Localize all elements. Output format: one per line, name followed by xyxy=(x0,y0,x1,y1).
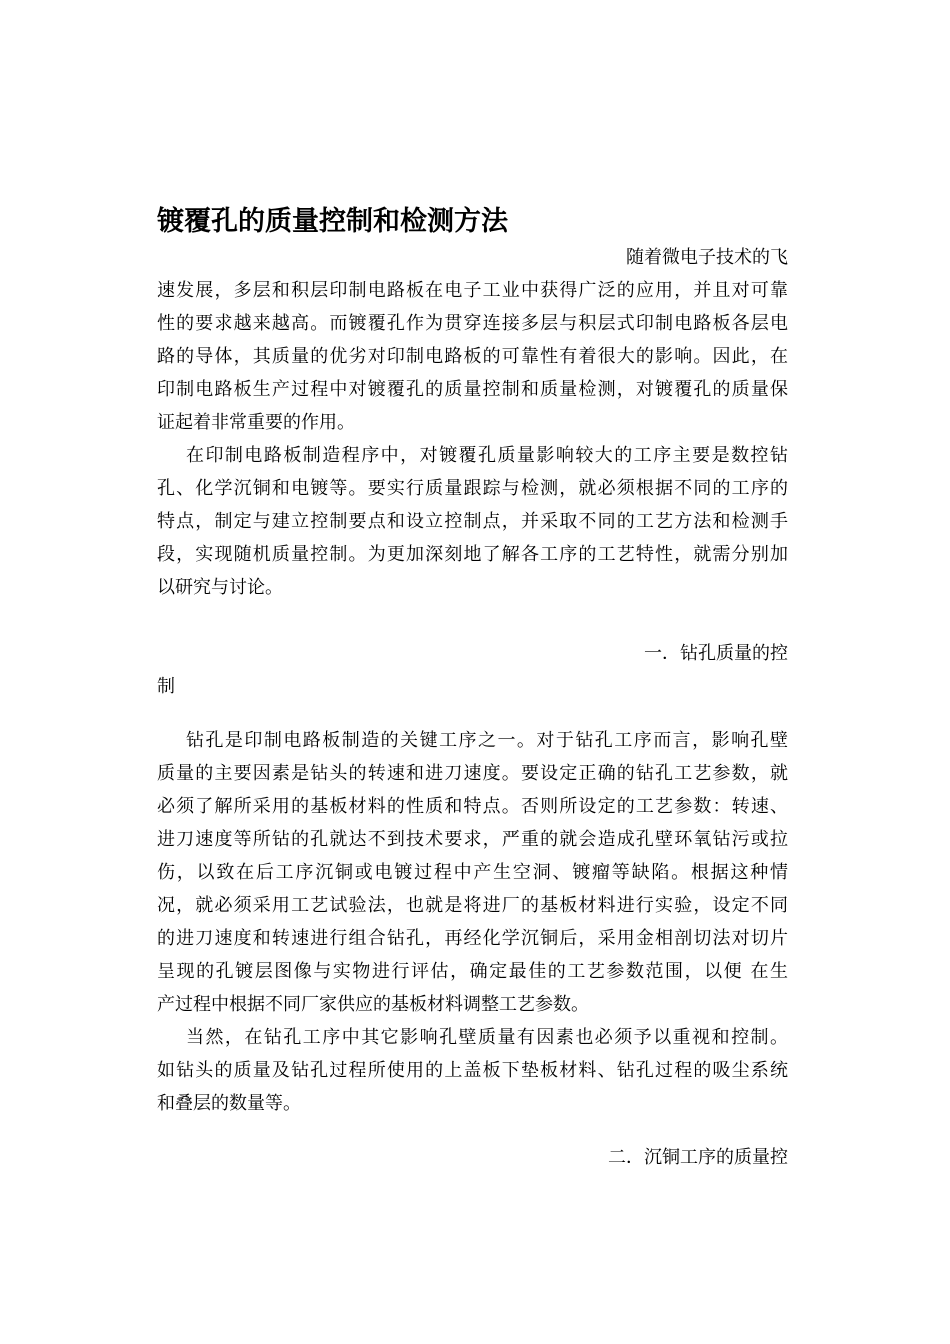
intro-line: 路的导体，其质量的优劣对印制电路板的可靠性有着很大的影响。因此，在 xyxy=(157,346,788,367)
paragraph-line: 当然，在钻孔工序中其它影响孔壁质量有因素也必须予以重视和控制。 xyxy=(186,1027,788,1048)
section-heading: 一．钻孔质量的控 xyxy=(644,643,788,664)
intro-line: 证起着非常重要的作用。 xyxy=(157,412,355,433)
paragraph-line: 伤，以致在后工序沉铜或电镀过程中产生空洞、镀瘤等缺陷。根据这种情 xyxy=(157,862,788,883)
paragraph-line: 质量的主要因素是钻头的转速和进刀速度。要设定正确的钻孔工艺参数，就 xyxy=(157,763,788,784)
paragraph-line: 如钻头的质量及钻孔过程所使用的上盖板下垫板材料、钻孔过程的吸尘系统 xyxy=(157,1060,788,1081)
paragraph-line: 段，实现随机质量控制。为更加深刻地了解各工序的工艺特性，就需分别加 xyxy=(157,544,788,565)
paragraph-line: 在印制电路板制造程序中，对镀覆孔质量影响较大的工序主要是数控钻 xyxy=(186,445,788,466)
paragraph-line: 呈现的孔镀层图像与实物进行评估，确定最佳的工艺参数范围，以便 在生 xyxy=(157,961,788,982)
intro-line: 印制电路板生产过程中对镀覆孔的质量控制和质量检测，对镀覆孔的质量保 xyxy=(157,379,788,400)
paragraph-line: 况，就必须采用工艺试验法，也就是将进厂的基板材料进行实验，设定不同 xyxy=(157,895,788,916)
document-title: 镀覆孔的质量控制和检测方法 xyxy=(157,206,508,237)
section-heading: 制 xyxy=(157,676,175,697)
section-heading: 二．沉铜工序的质量控 xyxy=(608,1147,788,1168)
paragraph-line: 的进刀速度和转速进行组合钻孔，再经化学沉铜后，采用金相剖切法对切片 xyxy=(157,928,788,949)
paragraph-line: 和叠层的数量等。 xyxy=(157,1093,301,1114)
paragraph-line: 钻孔是印制电路板制造的关键工序之一。对于钻孔工序而言，影响孔壁 xyxy=(186,730,788,751)
intro-line: 速发展，多层和积层印制电路板在电子工业中获得广泛的应用，并且对可靠 xyxy=(157,280,788,301)
paragraph-line: 必须了解所采用的基板材料的性质和特点。否则所设定的工艺参数：转速、 xyxy=(157,796,788,817)
paragraph-line: 进刀速度等所钻的孔就达不到技术要求，严重的就会造成孔壁环氧钻污或拉 xyxy=(157,829,788,850)
paragraph-line: 特点，制定与建立控制要点和设立控制点，并采取不同的工艺方法和检测手 xyxy=(157,511,788,532)
paragraph-line: 以研究与讨论。 xyxy=(157,577,283,598)
paragraph-line: 产过程中根据不同厂家供应的基板材料调整工艺参数。 xyxy=(157,994,589,1015)
intro-line: 随着微电子技术的飞 xyxy=(626,247,788,268)
intro-line: 性的要求越来越高。而镀覆孔作为贯穿连接多层与积层式印制电路板各层电 xyxy=(157,313,788,334)
paragraph-line: 孔、化学沉铜和电镀等。要实行质量跟踪与检测，就必须根据不同的工序的 xyxy=(157,478,788,499)
